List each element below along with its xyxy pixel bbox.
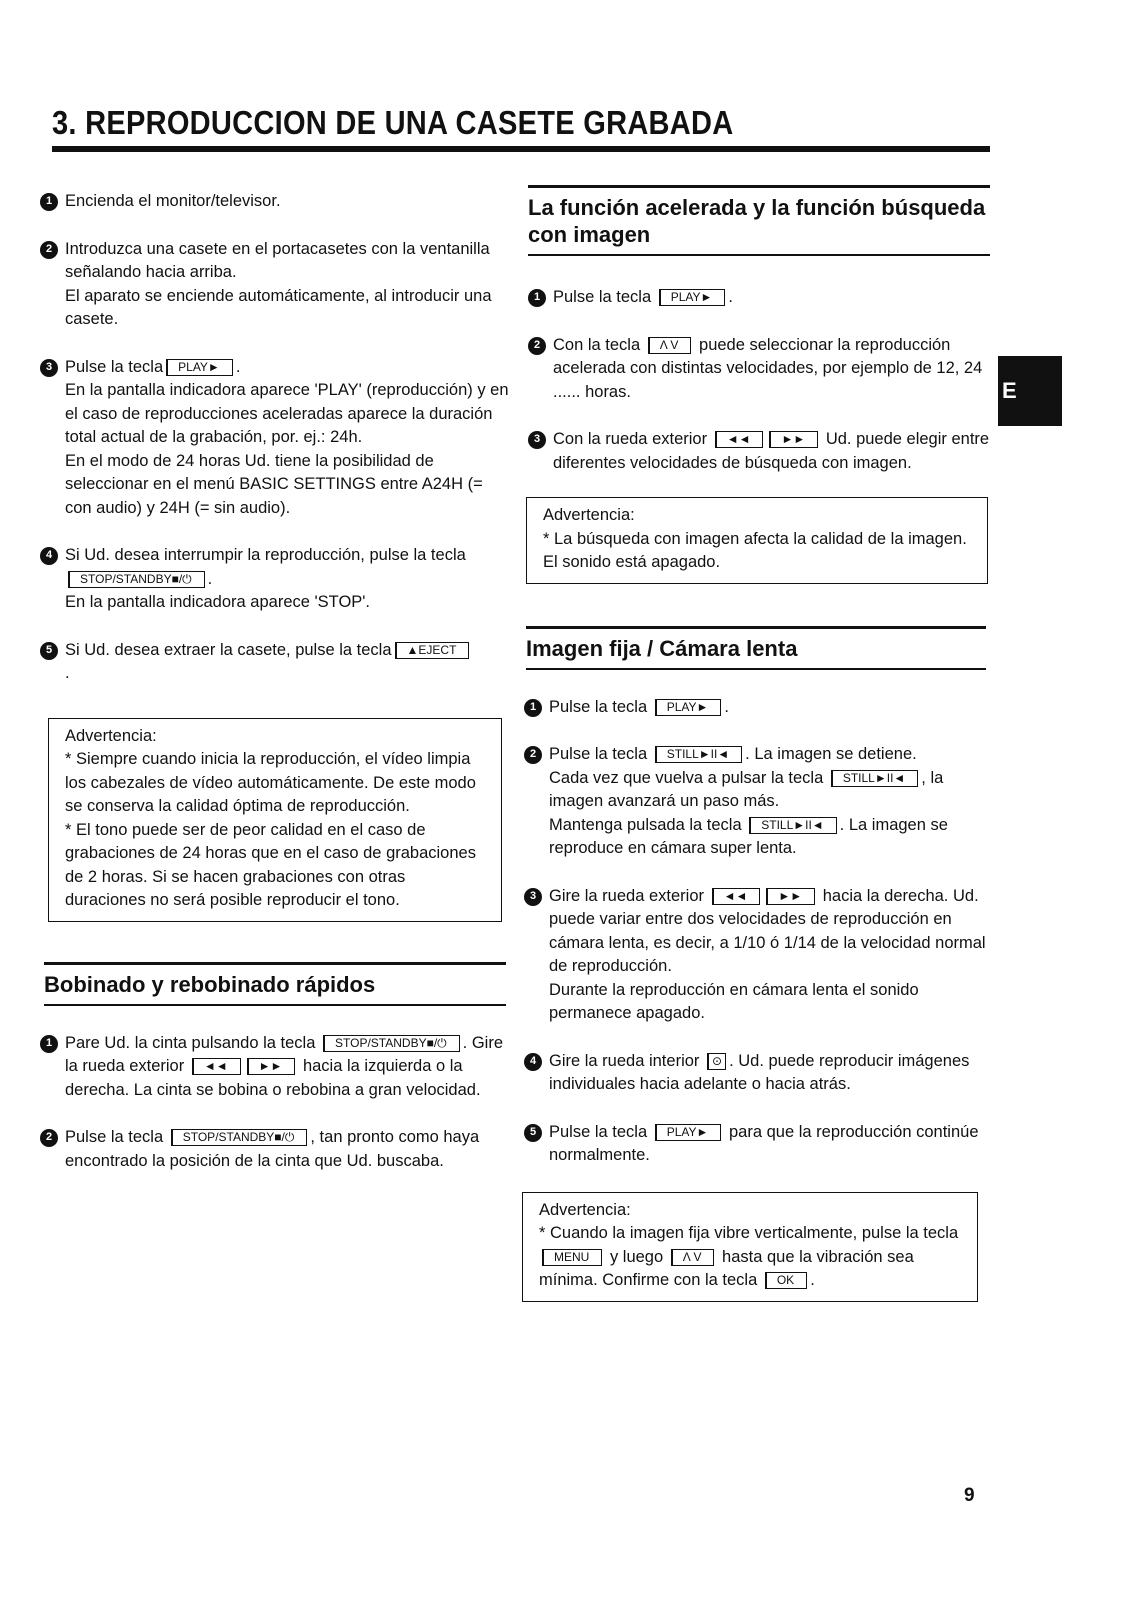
- step-number-3: 3: [524, 888, 542, 906]
- section-heading: Bobinado y rebobinado rápidos: [44, 971, 376, 997]
- warning-box: [526, 497, 988, 584]
- warning-box: [48, 718, 502, 922]
- punctuation: .: [724, 697, 729, 716]
- forward-key: ►►: [247, 1058, 296, 1075]
- still-step-1: [524, 696, 994, 720]
- search-step-2: [528, 334, 994, 405]
- step-4: [40, 544, 510, 615]
- step-number-2: 2: [524, 746, 542, 764]
- rewind-key: ◄◄: [712, 888, 761, 905]
- step-number-4: 4: [524, 1053, 542, 1071]
- step-number-1: 1: [40, 193, 58, 211]
- section-rule: [528, 185, 990, 188]
- step-text: Mantenga pulsada la tecla: [549, 815, 742, 834]
- warning-item: y luego: [609, 1247, 664, 1266]
- up-down-key: Λ V: [671, 1249, 715, 1266]
- left-column: [40, 190, 510, 1173]
- section-heading: La función acelerada y la función búsqueda con imagen: [528, 195, 986, 247]
- step-number-2: 2: [40, 1129, 58, 1147]
- step-number-1: 1: [40, 1035, 58, 1053]
- step-text: Si Ud. desea extraer la casete, pulse la tecla: [65, 640, 392, 659]
- title-rule: [52, 146, 990, 152]
- rewind-key: ◄◄: [192, 1058, 241, 1075]
- step-text: Encienda el monitor/televisor.: [65, 192, 281, 210]
- step-text: Introduzca una casete en el portacasetes con la ventanilla señalando hacia arriba.: [65, 239, 490, 281]
- stop-standby-key: STOP/STANDBY■/⏻: [171, 1129, 308, 1146]
- step-2: [40, 238, 510, 332]
- step-text: En la pantalla indicadora aparece 'STOP'.: [65, 593, 371, 611]
- warning-label: Advertencia:: [65, 726, 157, 745]
- language-tab: E: [998, 356, 1062, 426]
- wind-step-1: [40, 1032, 510, 1103]
- section-rule: [526, 626, 986, 629]
- step-text: . La imagen se detiene.: [745, 745, 917, 763]
- page-title: 3. REPRODUCCION DE UNA CASETE GRABADA: [52, 104, 734, 141]
- forward-key: ►►: [766, 888, 815, 905]
- step-number-2: 2: [528, 337, 546, 355]
- punctuation: .: [207, 569, 213, 588]
- step-text: Pulse la tecla: [549, 1122, 648, 1141]
- step-text: Con la tecla: [553, 335, 641, 354]
- step-text: En la pantalla indicadora aparece 'PLAY' (reproducción) y en el caso de reproducciones aceleradas aparece la duración total actual de la grabación, por. ej.: 24h.: [65, 381, 509, 446]
- ok-key: OK: [765, 1272, 807, 1289]
- step-text: Gire la rueda exterior: [65, 1033, 504, 1075]
- section-rule: [528, 254, 990, 256]
- step-text: , la imagen avanzará un paso más.: [549, 768, 944, 810]
- warning-item: * El tono puede ser de peor calidad en el caso de grabaciones de 24 horas que en el caso de grabaciones de 2 horas. Si se hacen grabaciones con otras duraciones no será posible reproducir el tono.: [65, 820, 476, 909]
- still-key: STILL►II◄: [749, 817, 836, 834]
- up-down-key: Λ V: [648, 337, 692, 354]
- warning-item: hasta que la vibración sea mínima. Confirme con la tecla: [539, 1247, 914, 1289]
- punctuation: .: [810, 1271, 815, 1289]
- section-heading: Imagen fija / Cámara lenta: [526, 635, 798, 661]
- step-text: Si Ud. desea interrumpir la reproducción, pulse la tecla: [65, 546, 466, 564]
- step-text: para que la reproducción continúe normalmente.: [549, 1122, 979, 1164]
- forward-key: ►►: [769, 431, 818, 448]
- step-text: Gire la rueda exterior: [549, 886, 704, 905]
- step-5: [40, 639, 510, 686]
- punctuation: .: [235, 357, 241, 376]
- play-key: PLAY►: [659, 289, 726, 306]
- step-text: En el modo de 24 horas Ud. tiene la posibilidad de seleccionar en el menú BASIC SETTINGS entre A24H (= con audio) y 24H (= sin audio).: [65, 451, 483, 517]
- search-step-1: [528, 286, 994, 310]
- section-search: [528, 185, 990, 256]
- step-text: Cada vez que vuelva a pulsar la tecla: [549, 768, 824, 787]
- step-text: , tan pronto como haya encontrado la posición de la cinta que Ud. buscaba.: [65, 1128, 480, 1170]
- still-key: STILL►II◄: [655, 746, 742, 763]
- step-number-5: 5: [524, 1124, 542, 1142]
- step-number-1: 1: [524, 699, 542, 717]
- step-text: hacia la derecha. Ud. puede variar entre dos velocidades de reproducción en cámara lenta, es decir, a 1/10 ó 1/14 de la velocidad normal de reproducción.: [549, 886, 986, 975]
- section-rule: [44, 1004, 506, 1006]
- rewind-key: ◄◄: [715, 431, 764, 448]
- warning-item: * La búsqueda con imagen afecta la calidad de la imagen. El sonido está apagado.: [543, 529, 967, 571]
- punctuation: .: [462, 1033, 468, 1052]
- step-3: [40, 356, 510, 521]
- step-number-5: 5: [40, 642, 58, 660]
- still-key: STILL►II◄: [831, 770, 918, 787]
- warning-box: [522, 1192, 978, 1302]
- eject-key: ▲EJECT: [395, 642, 470, 659]
- step-text: Pulse la tecla: [549, 745, 648, 763]
- step-text: . Ud. puede reproducir imágenes individuales hacia adelante o hacia atrás.: [549, 1051, 970, 1093]
- step-text: puede seleccionar la reproducción acelerada con distintas velocidades, por ejemplo de 12, 24 ...... horas.: [553, 335, 983, 401]
- step-text: . La imagen se reproduce en cámara super lenta.: [549, 815, 948, 857]
- step-text: Ud. puede elegir entre diferentes velocidades de búsqueda con imagen.: [553, 430, 990, 472]
- step-text: hacia la izquierda o la derecha. La cinta se bobina o rebobina a gran velocidad.: [65, 1057, 481, 1099]
- step-text: Durante la reproducción en cámara lenta el sonido permanece apagado.: [549, 980, 919, 1022]
- step-number-2: 2: [40, 241, 58, 259]
- step-number-4: 4: [40, 547, 58, 565]
- still-step-5: [524, 1121, 994, 1168]
- section-wind: [44, 962, 506, 1006]
- page-number: 9: [964, 1485, 975, 1506]
- right-column: [518, 185, 994, 1302]
- step-text: Pulse la tecla: [553, 288, 652, 306]
- step-text: Gire la rueda interior: [549, 1051, 700, 1070]
- warning-item: * Siempre cuando inicia la reproducción, el vídeo limpia los cabezales de vídeo automáticamente. De este modo se conserva la calidad óptima de reproducción.: [65, 750, 476, 815]
- section-rule: [526, 668, 986, 670]
- warning-label: Advertencia:: [539, 1200, 631, 1219]
- punctuation: .: [65, 664, 70, 682]
- stop-standby-key: STOP/STANDBY■/⏻: [323, 1035, 460, 1052]
- step-text: Pulse la tecla: [65, 1128, 164, 1146]
- play-key: PLAY►: [655, 1124, 722, 1141]
- step-number-3: 3: [40, 359, 58, 377]
- step-number-1: 1: [528, 289, 546, 307]
- play-key: PLAY►: [655, 699, 722, 716]
- step-text: El aparato se enciende automáticamente, al introducir una casete.: [65, 286, 492, 328]
- menu-key: MENU: [542, 1249, 602, 1266]
- warning-item: * Cuando la imagen fija vibre verticalmente, pulse la tecla: [539, 1224, 959, 1242]
- play-key: PLAY►: [166, 359, 233, 376]
- section-rule: [44, 962, 506, 965]
- punctuation: .: [728, 288, 733, 306]
- step-text: Pulse la tecla: [65, 357, 164, 376]
- still-step-2: [524, 743, 994, 861]
- jog-dial-key: ⊙: [707, 1053, 726, 1070]
- still-step-4: [524, 1050, 994, 1097]
- step-1: [40, 190, 510, 214]
- step-text: Pare Ud. la cinta pulsando la tecla: [65, 1033, 316, 1052]
- still-step-3: [524, 885, 994, 1026]
- search-step-3: [528, 428, 994, 475]
- step-text: Pulse la tecla: [549, 697, 648, 716]
- step-text: Con la rueda exterior: [553, 430, 708, 448]
- section-still: [526, 626, 986, 670]
- stop-standby-key: STOP/STANDBY■/⏻: [68, 571, 205, 588]
- step-number-3: 3: [528, 431, 546, 449]
- warning-label: Advertencia:: [543, 506, 635, 524]
- wind-step-2: [40, 1126, 510, 1173]
